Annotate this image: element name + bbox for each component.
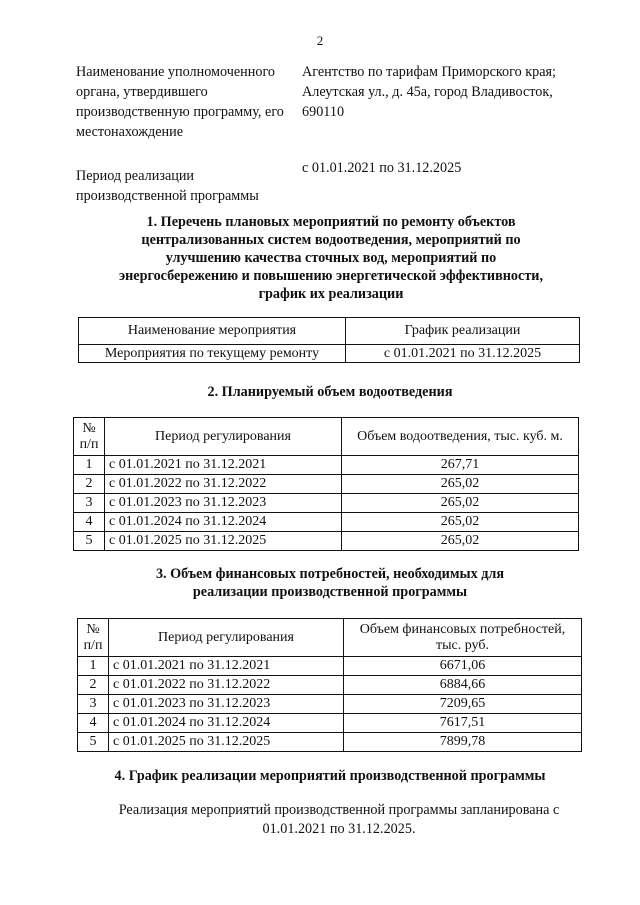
row-number: 5 bbox=[78, 733, 109, 752]
row-value: 7899,78 bbox=[344, 733, 582, 752]
section-4-text: Реализация мероприятий производственной программы запланирована с 01.01.2021 по 31.12.2025. bbox=[118, 802, 560, 837]
period-info bbox=[76, 158, 596, 202]
table-header-row bbox=[79, 318, 580, 345]
section-4-title: 4. График реализации мероприятий производственной программы bbox=[114, 768, 546, 784]
row-value: 6884,66 bbox=[344, 676, 582, 695]
table-row bbox=[74, 494, 579, 513]
activity-name: Мероприятия по текущему ремонту bbox=[79, 345, 346, 363]
approver-value: Агентство по тарифам Приморского края; Алеутская ул., д. 45а, город Владивосток, 690110 bbox=[302, 64, 557, 120]
row-value: 265,02 bbox=[342, 494, 579, 513]
row-period: с 01.01.2023 по 31.12.2023 bbox=[105, 494, 342, 513]
table-row bbox=[78, 676, 582, 695]
section-3-title: 3. Объем финансовых потребностей, необходимых для реализации производственной программы bbox=[155, 566, 505, 600]
row-value: 6671,06 bbox=[344, 657, 582, 676]
row-period: с 01.01.2024 по 31.12.2024 bbox=[105, 513, 342, 532]
table-row bbox=[74, 475, 579, 494]
row-value: 265,02 bbox=[342, 513, 579, 532]
row-number: 2 bbox=[78, 676, 109, 695]
table-row bbox=[78, 733, 582, 752]
financial-needs-table bbox=[77, 618, 582, 752]
table-row bbox=[74, 456, 579, 475]
row-period: с 01.01.2022 по 31.12.2022 bbox=[105, 475, 342, 494]
table-row bbox=[78, 657, 582, 676]
table-row bbox=[78, 714, 582, 733]
table-header-row bbox=[78, 619, 582, 657]
row-value: 265,02 bbox=[342, 532, 579, 551]
drainage-volume-table bbox=[73, 417, 579, 551]
row-number: 4 bbox=[74, 513, 105, 532]
row-value: 267,71 bbox=[342, 456, 579, 475]
row-number: 5 bbox=[74, 532, 105, 551]
table-row bbox=[78, 695, 582, 714]
row-number: 1 bbox=[74, 456, 105, 475]
table-row bbox=[74, 532, 579, 551]
activity-schedule: с 01.01.2021 по 31.12.2025 bbox=[346, 345, 580, 363]
table-row bbox=[79, 345, 580, 363]
row-value: 265,02 bbox=[342, 475, 579, 494]
header-number: № п/п bbox=[78, 619, 109, 657]
row-number: 3 bbox=[78, 695, 109, 714]
header-period: Период регулирования bbox=[109, 619, 344, 657]
header-period: Период регулирования bbox=[105, 418, 342, 456]
header-schedule: График реализации bbox=[346, 318, 580, 345]
header-volume: Объем водоотведения, тыс. куб. м. bbox=[342, 418, 579, 456]
section-2-title: 2. Планируемый объем водоотведения bbox=[207, 384, 453, 400]
period-value: с 01.01.2021 по 31.12.2025 bbox=[302, 160, 462, 176]
table-row bbox=[74, 513, 579, 532]
row-value: 7209,65 bbox=[344, 695, 582, 714]
row-period: с 01.01.2024 по 31.12.2024 bbox=[109, 714, 344, 733]
period-label: Период реализации производственной программы bbox=[76, 168, 259, 204]
row-number: 4 bbox=[78, 714, 109, 733]
row-number: 3 bbox=[74, 494, 105, 513]
activities-table bbox=[78, 317, 580, 363]
row-number: 1 bbox=[78, 657, 109, 676]
row-period: с 01.01.2021 по 31.12.2021 bbox=[109, 657, 344, 676]
row-period: с 01.01.2025 по 31.12.2025 bbox=[109, 733, 344, 752]
row-value: 7617,51 bbox=[344, 714, 582, 733]
approver-info bbox=[76, 62, 596, 142]
approver-label: Наименование уполномоченного органа, утвердившего производственную программу, его местонахождение bbox=[76, 64, 284, 140]
row-period: с 01.01.2023 по 31.12.2023 bbox=[109, 695, 344, 714]
row-period: с 01.01.2021 по 31.12.2021 bbox=[105, 456, 342, 475]
table-header-row bbox=[74, 418, 579, 456]
header-activity-name: Наименование мероприятия bbox=[79, 318, 346, 345]
header-financial-volume: Объем финансовых потребностей, тыс. руб. bbox=[344, 619, 582, 657]
page-number: 2 bbox=[316, 33, 324, 48]
header-number: № п/п bbox=[74, 418, 105, 456]
row-period: с 01.01.2022 по 31.12.2022 bbox=[109, 676, 344, 695]
section-1-title: 1. Перечень плановых мероприятий по ремонту объектов централизованных систем водоотведения, мероприятий по улучшению качества сточных вод, мероприятий по энергосбережению и повышению энергетической эффективности, график их реализации bbox=[118, 214, 544, 302]
row-number: 2 bbox=[74, 475, 105, 494]
row-period: с 01.01.2025 по 31.12.2025 bbox=[105, 532, 342, 551]
